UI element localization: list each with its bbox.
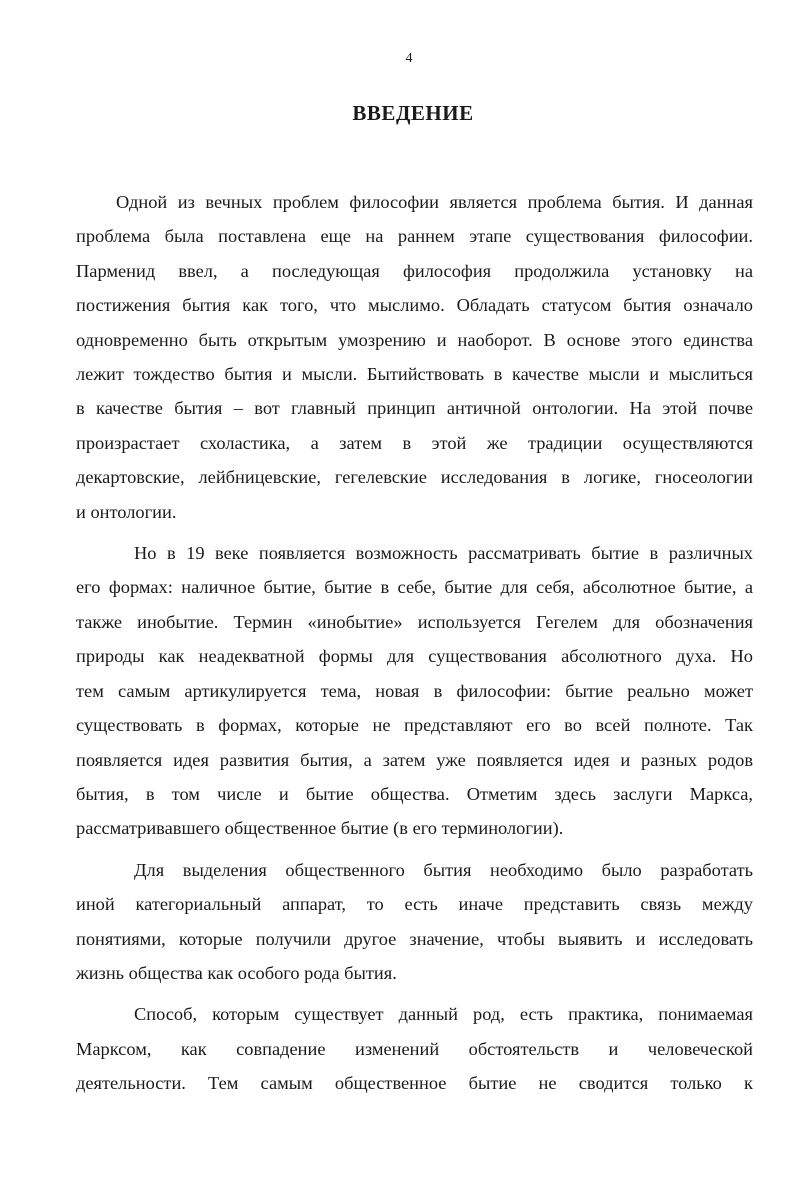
text-line: проблема была поставлена еще на раннем этапе существования философии.: [76, 226, 753, 247]
text-line: Для выделения общественного бытия необходимо было разработать: [134, 859, 753, 880]
body-text: [76, 185, 753, 1101]
text-line: рассматривавшего общественное бытие (в его терминологии).: [76, 818, 564, 839]
text-line: деятельности. Тем самым общественное бытие не сводится только к: [76, 1073, 753, 1094]
paragraph-3: [76, 853, 753, 991]
text-line: Способ, которым существует данный род, есть практика, понимаемая: [134, 1004, 753, 1025]
text-line: Парменид ввел, а последующая философия продолжила установку на: [76, 260, 753, 281]
paragraph-1: [76, 185, 753, 529]
text-line: иной категориальный аппарат, то есть иначе представить связь между: [76, 894, 753, 915]
text-line: его формах: наличное бытие, бытие в себе, бытие для себя, абсолютное бытие, а: [76, 577, 753, 598]
paragraph-4: [76, 997, 753, 1100]
text-line: появляется идея развития бытия, а затем уже появляется идея и разных родов: [76, 749, 753, 770]
text-line: Одной из вечных проблем философии является проблема бытия. И данная: [116, 192, 753, 212]
text-line: жизнь общества как особого рода бытия.: [76, 962, 397, 983]
text-line: существовать в формах, которые не представляют его во всей полноте. Так: [76, 715, 753, 736]
text-line: постижения бытия как того, что мыслимо. Обладать статусом бытия означало: [76, 295, 753, 316]
text-line: природы как неадекватной формы для существования абсолютного духа. Но: [76, 646, 753, 667]
text-line: декартовские, лейбницевские, гегелевские исследования в логике, гносеологии: [76, 467, 753, 488]
paragraph-2: [76, 536, 753, 846]
text-line: в качестве бытия – вот главный принцип античной онтологии. На этой почве: [76, 398, 753, 419]
text-line: одновременно быть открытым умозрению и наоборот. В основе этого единства: [76, 329, 753, 350]
text-line: Марксом, как совпадение изменений обстоятельств и человеческой: [76, 1038, 753, 1059]
text-line: и онтологии.: [76, 501, 177, 522]
text-line: также инобытие. Термин «инобытие» используется Гегелем для обозначения: [76, 611, 753, 632]
page-title: ВВЕДЕНИЕ: [352, 101, 474, 125]
text-line: произрастает схоластика, а затем в этой же традиции осуществляются: [76, 432, 753, 453]
text-line: тем самым артикулируется тема, новая в философии: бытие реально может: [76, 680, 753, 701]
text-line: лежит тождество бытия и мысли. Бытийствовать в качестве мысли и мыслиться: [76, 364, 753, 385]
text-line: бытия, в том числе и бытие общества. Отметим здесь заслуги Маркса,: [76, 783, 753, 804]
text-line: Но в 19 веке появляется возможность рассматривать бытие в различных: [134, 543, 753, 564]
page-number: 4: [405, 51, 413, 66]
text-line: понятиями, которые получили другое значение, чтобы выявить и исследовать: [76, 928, 753, 949]
